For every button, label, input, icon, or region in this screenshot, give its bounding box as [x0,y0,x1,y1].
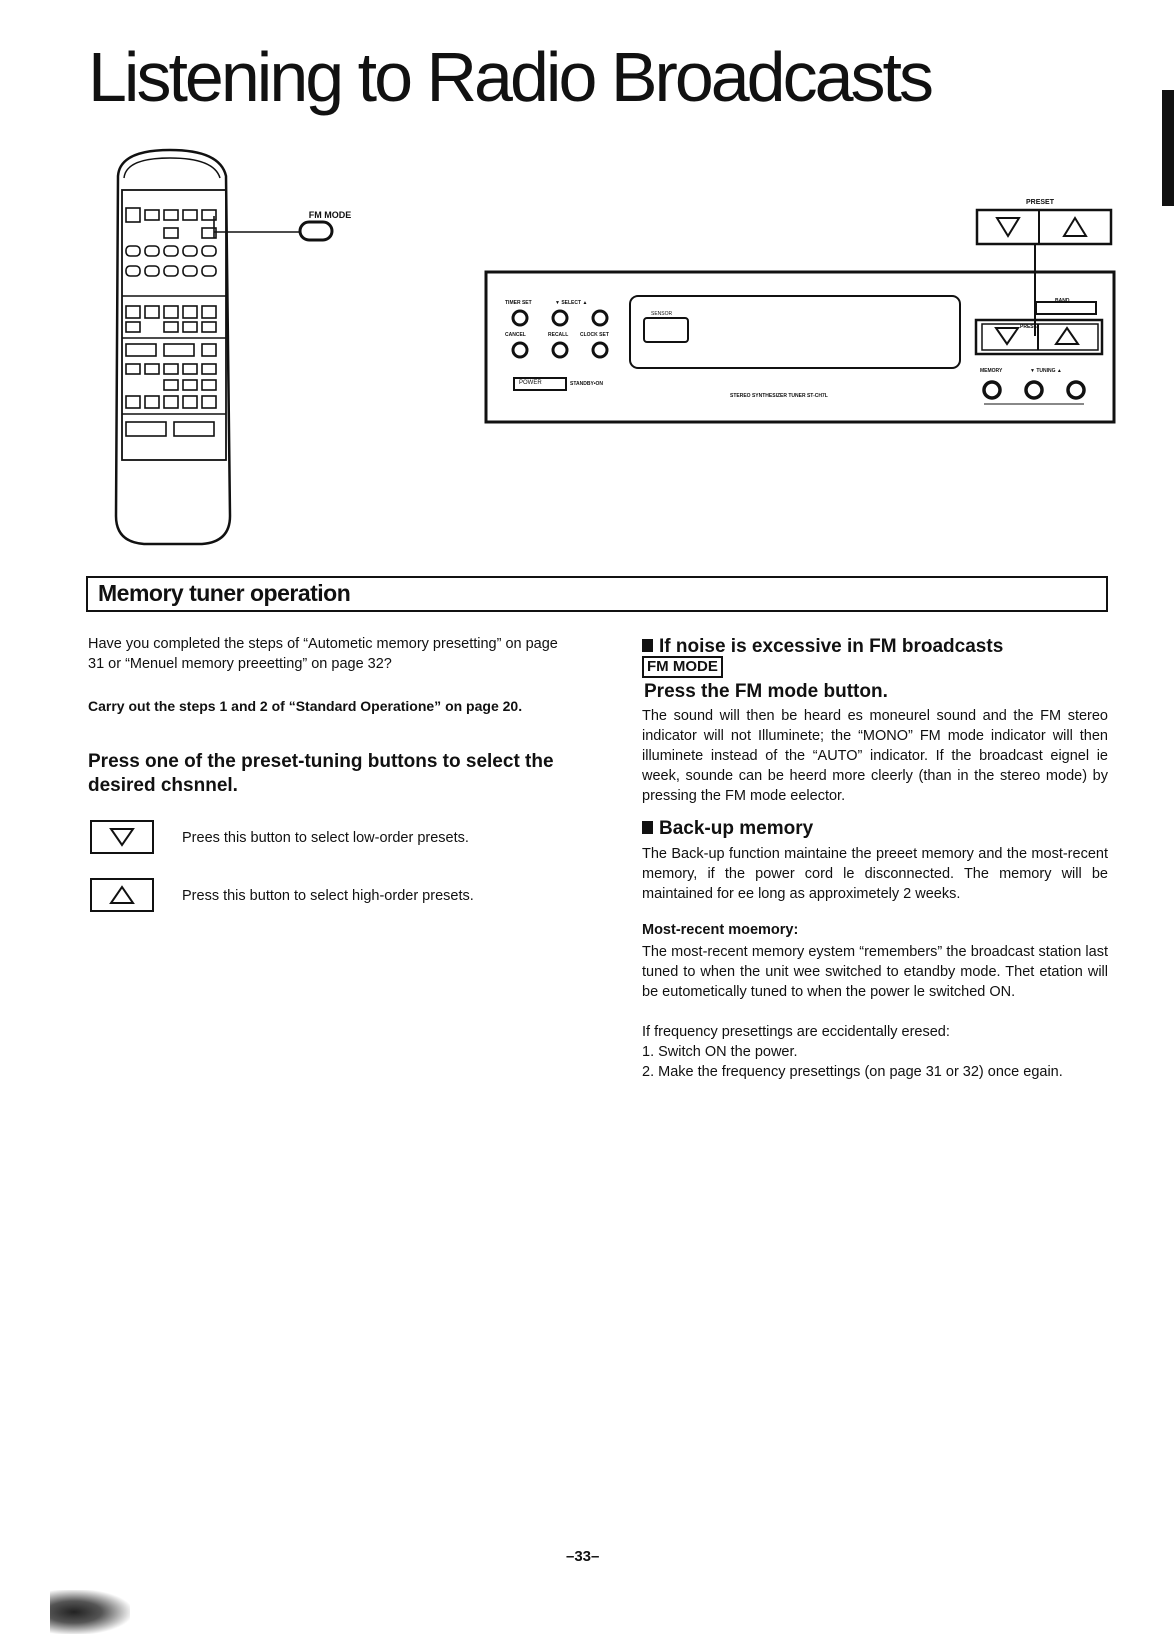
down-button-description: Prees this button to select low-order presets. [182,830,469,846]
clock-set-label: CLOCK SET [580,332,609,338]
backup-description: The Back-up function maintaine the preeet memory and the most-recent memory, if the power cord le disconnected. The memory will be maintained for ee long as approximetely 2 weeks. [642,846,1108,902]
up-button-description: Press this button to select high-order presets. [182,888,474,904]
carry-out-text: Carry out the steps 1 and 2 of “Standard Operatione” on page 20. [88,698,523,714]
backup-heading [642,818,813,840]
noise-heading [642,636,1003,658]
page-number: –33– [566,1548,600,1565]
bullet-square-icon [642,821,653,834]
backup-heading-text: Back-up memory [659,818,814,839]
standby-label: STANDBY•ON [570,381,604,387]
noise-heading-text: If noise is excessive in FM broadcasts [659,636,1004,657]
most-recent-description: The most-recent memory eystem “remembers” the broadcast station last tuned to when the unit wee switched to etandby mode. Thet etation will be eutometically tuned to when the power le switched ON. [642,944,1108,1000]
down-triangle-icon [109,827,135,847]
erased-intro: If frequency presettings are eccidentally eresed: [642,1024,950,1040]
select-label: ▼ SELECT ▲ [555,300,588,306]
bullet-square-icon [642,639,653,652]
erased-step-1: 1. Switch ON the power. [642,1044,798,1060]
preset-label-top: PRESET [1026,199,1055,206]
noise-description: The sound will then be heard es moneurel sound and the FM stereo indicator will not Illuminete; the “MONO” FM mode indicator will then illuminete instead of the “AUTO” indicator. If the broadcast eignel ie week, sounde can be heerd more cleerly (than in the stereo mode) by pressing the FM mode eelector. [642,708,1108,804]
timer-set-label: TIMER SET [505,300,532,306]
most-recent-heading: Most-recent moemory: [642,922,799,938]
sensor-label: SENSOR [651,311,673,317]
memory-label: MEMORY [980,368,1003,374]
tuner-model-label: STEREO SYNTHESIZER TUNER ST-CH7L [730,393,828,399]
preset-label-panel: PRESET [1020,324,1041,330]
erased-step-2: 2. Make the frequency presettings (on page 31 or 32) once egain. [642,1064,1063,1080]
recall-label: RECALL [548,332,569,338]
up-triangle-icon [109,885,135,905]
section-title: Memory tuner operation [98,580,351,606]
preset-up-button[interactable] [90,878,154,912]
tuning-label: ▼ TUNING ▲ [1030,368,1062,374]
scan-smudge [50,1590,130,1634]
fm-mode-badge: FM MODE [642,656,723,678]
preset-down-button[interactable] [90,820,154,854]
page-title: Listening to Radio Broadcasts [88,38,931,116]
step-heading: Press one of the preset-tuning buttons to select the desired chsnnel. [88,751,554,796]
intro-text: Have you completed the steps of “Autometic memory presetting” on page 31 or “Menuel memory preeetting” on page 32? [88,636,558,672]
band-label: BAND [1055,298,1070,304]
press-fm-heading: Press the FM mode button. [644,681,888,702]
power-label: POWER [519,380,542,386]
chapter-tab-marker [1162,90,1174,206]
cancel-label: CANCEL [505,332,526,338]
remote-fm-mode-label: FM MODE [308,210,352,220]
remote-control-illustration [110,146,370,548]
